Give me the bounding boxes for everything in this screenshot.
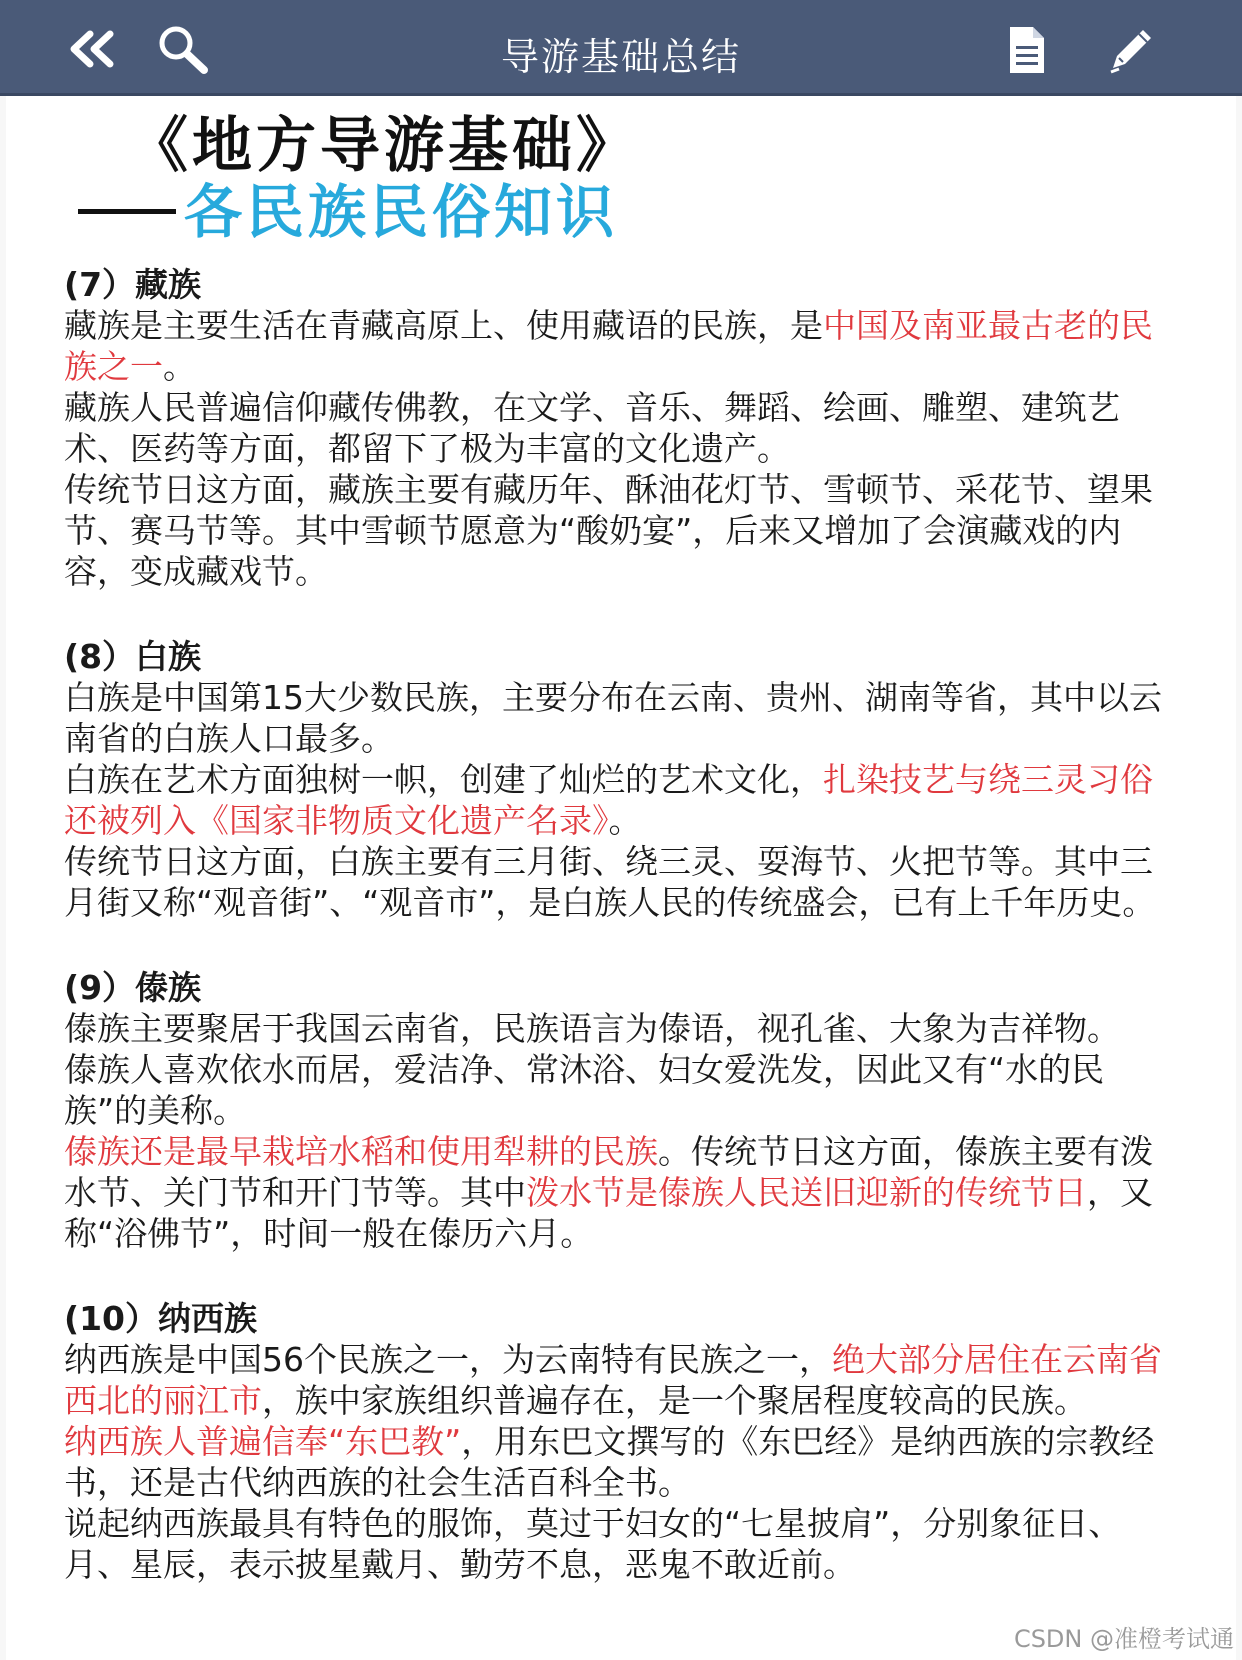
paragraph [64,469,1174,592]
paragraph [64,1049,1174,1131]
paragraph [64,1008,1174,1049]
document-icon[interactable] [1007,24,1059,74]
section [64,636,1174,923]
watermark: CSDN @准橙考试通 [1013,1625,1234,1653]
body-text: ，用东巴文撰写的《东巴经》是纳西族的宗教经书，还是古代纳西族的社会生活百科全书。 [64,1422,1155,1502]
body-text: 传统节日这方面，藏族主要有藏历年、酥油花灯节、雪顿节、采花节、望果节、赛马节等。其中雪顿节愿意为“酸奶宴”，后来又增加了会演藏戏的内容，变成藏戏节。 [64,470,1153,591]
toolbar-title: 导游基础总结 [500,35,741,79]
body-text: 藏族人民普遍信仰藏传佛教，在文学、音乐、舞蹈、绘画、雕塑、建筑艺术、医药等方面，都留下了极为丰富的文化遗产。 [64,388,1120,468]
subtitle-text: 各民族民俗知识 [184,178,619,246]
body-text: 傣族人喜欢依水而居，爱洁净、常沐浴、妇女爱洗发，因此又有“水的民族”的美称。 [64,1050,1105,1130]
pencil-icon[interactable] [1105,24,1157,74]
section [64,1298,1174,1585]
paragraph [64,841,1174,923]
body-text: 。 [608,801,642,840]
subtitle-dash [78,209,176,214]
document-title: 《地方导游基础》 [128,111,640,181]
paragraph [64,1421,1174,1503]
section-heading: (10）纳西族 [64,1299,258,1338]
paragraph [64,305,1174,387]
body-text: 白族在艺术方面独树一帜，创建了灿烂的艺术文化， [64,760,823,799]
section-heading: (8）白族 [64,637,202,676]
body-text: ，族中家族组织普遍存在，是一个聚居程度较高的民族。 [262,1381,1087,1420]
section [64,264,1174,592]
body-text: 纳西族是中国56个民族之一，为云南特有民族之一， [64,1340,832,1379]
paragraph [64,677,1174,759]
document-subtitle [78,165,618,249]
highlight-text: 扎染技艺与绕三灵习俗还被列入《国家非物质文化遗产名录》 [64,760,1153,840]
paragraph [64,387,1174,469]
page-edge-right [1236,96,1242,1660]
toolbar [0,0,1242,96]
body-text: 。 [163,347,196,386]
body-text: 。传统节日这方面，傣族主要有泼水节、关门节和开门节等。其中 [64,1132,1153,1212]
paragraph [64,1503,1174,1585]
highlight-text: 泼水节是傣族人民送旧迎新的传统节日 [526,1173,1087,1212]
body-text: 说起纳西族最具有特色的服饰，莫过于妇女的“七星披肩”，分别象征日、月、星辰，表示披星戴月、勤劳不息，恶鬼不敢近前。 [64,1504,1122,1584]
body-text: 传统节日这方面，白族主要有三月街、绕三灵、耍海节、火把节等。其中三月街又称“观音街”、“观音市”，是白族人民的传统盛会，已有上千年历史。 [64,842,1156,922]
highlight-text: 中国及南亚最古老的民族之一 [64,306,1153,386]
highlight-text: 傣族还是最早栽培水稻和使用犁耕的民族 [64,1132,658,1171]
body-text: 白族是中国第15大少数民族，主要分布在云南、贵州、湖南等省，其中以云南省的白族人口最多。 [64,678,1162,758]
page-edge-left [0,96,6,1660]
paragraph [64,759,1174,841]
body-text: ，又称“浴佛节”，时间一般在傣历六月。 [64,1173,1153,1253]
section-heading: (9）傣族 [64,968,202,1007]
section [64,967,1174,1254]
article-content [64,264,1174,1629]
section-heading: (7）藏族 [64,265,202,304]
highlight-text: 纳西族人普遍信奉“东巴教” [64,1422,462,1461]
body-text: 藏族是主要生活在青藏高原上、使用藏语的民族，是 [64,306,823,345]
paragraph [64,1131,1174,1254]
highlight-text: 绝大部分居住在云南省西北的丽江市 [64,1340,1162,1420]
body-text: 傣族主要聚居于我国云南省，民族语言为傣语，视孔雀、大象为吉祥物。 [64,1009,1120,1048]
paragraph [64,1339,1174,1421]
